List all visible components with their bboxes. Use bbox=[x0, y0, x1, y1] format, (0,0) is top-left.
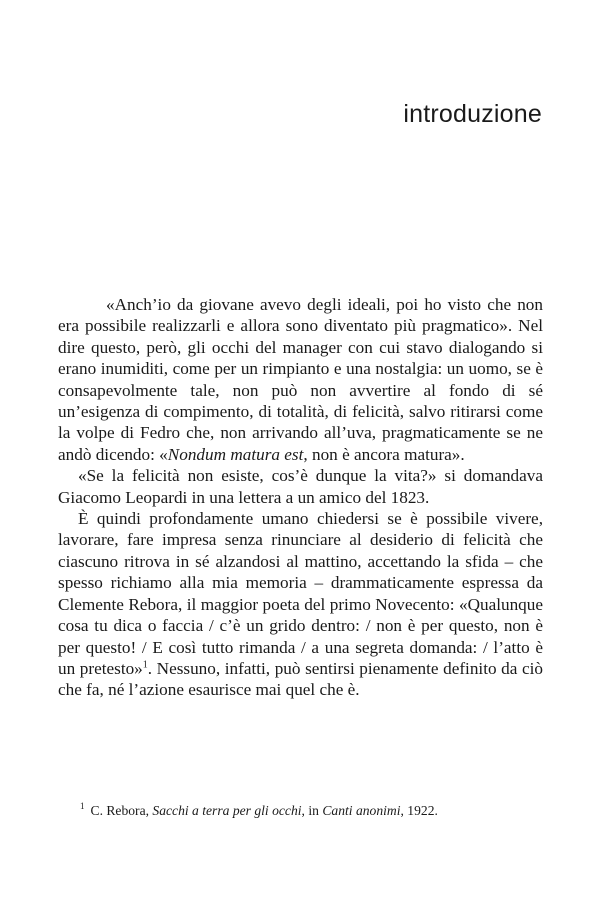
footnote bbox=[80, 802, 550, 820]
paragraph-2: «Se la felicità non esiste, cos’è dunque la vita?» si domandava Giacomo Leopardi in una lettera a un amico del 1823. bbox=[58, 466, 543, 507]
footnote-reference[interactable]: 1 bbox=[142, 659, 148, 671]
paragraph-3-end: . Nessuno, infatti, può sentirsi pienamente definito da ciò che fa, né l’azione esaurisce mai quel che è. bbox=[58, 658, 543, 700]
footnote-connector: , in bbox=[301, 803, 323, 818]
footnote-year: , 1922. bbox=[400, 803, 438, 818]
footnote-poem-title: Sacchi a terra per gli occhi bbox=[152, 803, 302, 818]
footnote-author: C. Rebora, bbox=[90, 803, 153, 818]
paragraph-3-text: È quindi profondamente umano chiedersi se è possibile vivere, lavorare, fare impresa senza rinunciare al desiderio di felicità che ciascuno ritrova in sé alzandosi al mattino, accettando la sfida – che spesso richiamo alla mia memoria – drammaticamente espressa da Clemente Rebora, il maggior poeta del primo Novecento: «Qualunque cosa tu dica o faccia / c’è un grido dentro: / non è per questo, non è per questo! / E così tutto rimanda / a una segreta domanda: / l’atto è un pretesto» bbox=[58, 509, 543, 678]
paragraph-1 bbox=[58, 294, 543, 465]
paragraph-3 bbox=[58, 508, 543, 701]
footnote-number: 1 bbox=[80, 801, 85, 812]
footnote-book-title: Canti anonimi bbox=[322, 803, 401, 818]
paragraph-1-end: , non è ancora matura». bbox=[303, 444, 465, 464]
latin-quote: Nondum matura est bbox=[167, 444, 304, 464]
body-text bbox=[58, 294, 543, 701]
paragraph-1-text: «Anch’io da giovane avevo degli ideali, poi ho visto che non era possibile realizzarli e allora sono diventato più pragmatico». Nel dire questo, però, gli occhi del manager con cui stavo dialogando si erano inumiditi, come per un rimpianto e una nostalgia: un uomo, se è consapevolmente tale, non può non avvertire al fondo di sé un’esigenza di compimento, di totalità, di felicità, salvo ritirarsi come la volpe di Fedro che, non arrivando all’uva, pragmaticamente se ne andò dicendo: « bbox=[58, 295, 543, 464]
chapter-title: introduzione bbox=[403, 100, 542, 128]
